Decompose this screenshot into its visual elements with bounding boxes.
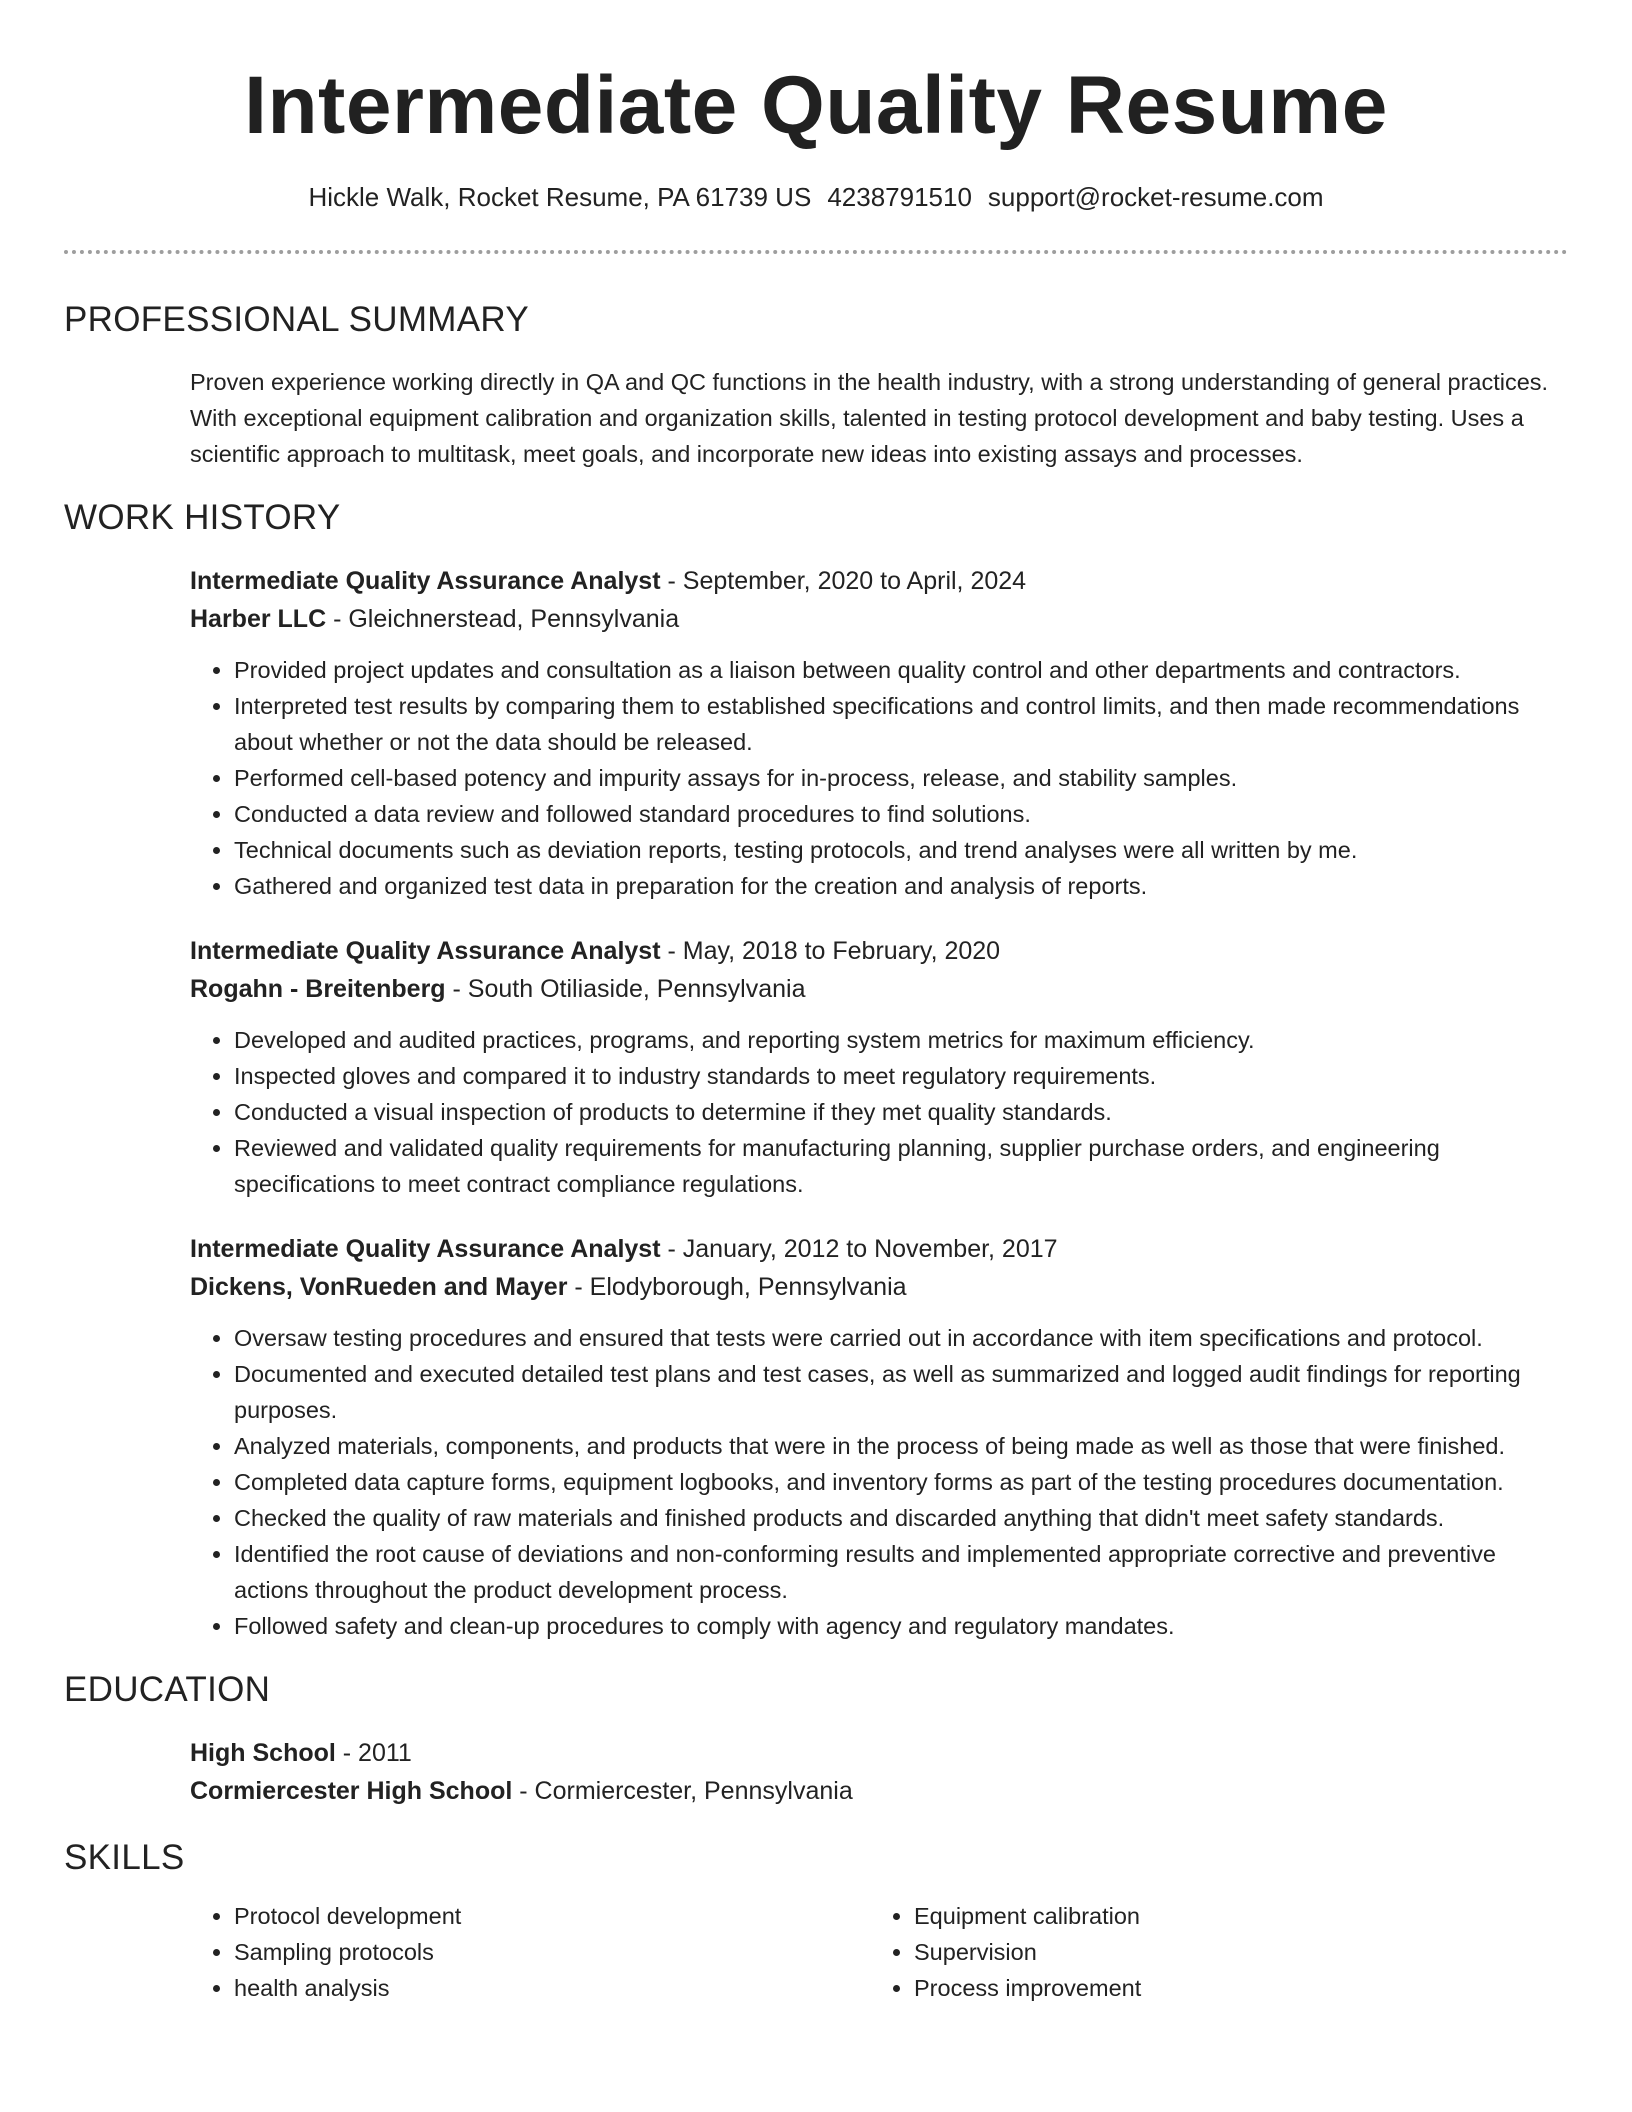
job-bullet: • Identified the root cause of deviations and non-conforming results and implemented appropriate corrective and preventive actions throughout the product development process. — [234, 1536, 1568, 1608]
skill-item: • Sampling protocols — [234, 1934, 870, 1970]
job-bullet: • Oversaw testing procedures and ensured that tests were carried out in accordance with item specifications and protocol. — [234, 1320, 1568, 1356]
job-title-line — [190, 1230, 1568, 1268]
job-company: Dickens, VonRueden and Mayer — [190, 1273, 568, 1301]
skill-item: • Supervision — [914, 1934, 1550, 1970]
education-year: - 2011 — [335, 1739, 412, 1767]
header-divider — [64, 250, 1568, 254]
job-company: Rogahn - Breitenberg — [190, 975, 446, 1003]
education-school: Cormiercester High School — [190, 1777, 513, 1805]
job-dates: - September, 2020 to April, 2024 — [660, 567, 1027, 595]
skill-item: • Protocol development — [234, 1898, 870, 1934]
job-bullet: • Technical documents such as deviation reports, testing protocols, and trend analyses were all written by me. — [234, 832, 1568, 868]
job-dates: - January, 2012 to November, 2017 — [660, 1235, 1058, 1263]
job-bullet: • Provided project updates and consultation as a liaison between quality control and other departments and contractors. — [234, 652, 1568, 688]
job-role: Intermediate Quality Assurance Analyst — [190, 567, 661, 595]
job-bullet: • Performed cell-based potency and impurity assays for in-process, release, and stability samples. — [234, 760, 1568, 796]
job-bullet: • Conducted a data review and followed standard procedures to find solutions. — [234, 796, 1568, 832]
contact-line — [64, 180, 1568, 214]
job-title-line — [190, 932, 1568, 970]
job-company: Harber LLC — [190, 605, 327, 633]
skills-grid — [190, 1898, 1568, 2006]
job-bullet: • Reviewed and validated quality requirements for manufacturing planning, supplier purchase orders, and engineering specifications to meet contract compliance regulations. — [234, 1130, 1568, 1202]
job-location: - South Otiliaside, Pennsylvania — [445, 975, 806, 1003]
job-bullet: • Documented and executed detailed test plans and test cases, as well as summarized and logged audit findings for reporting purposes. — [234, 1356, 1568, 1428]
education-degree-line — [190, 1734, 1568, 1772]
job-bullet: • Developed and audited practices, programs, and reporting system metrics for maximum efficiency. — [234, 1022, 1568, 1058]
education-school-line — [190, 1772, 1568, 1810]
job-entry — [190, 562, 1568, 904]
skill-item: • Process improvement — [914, 1970, 1550, 2006]
job-entry — [190, 932, 1568, 1202]
job-bullet: • Gathered and organized test data in preparation for the creation and analysis of reports. — [234, 868, 1568, 904]
job-bullet: • Interpreted test results by comparing them to established specifications and control limits, and then made recommendations about whether or not the data should be released. — [234, 688, 1568, 760]
skill-item: • Equipment calibration — [914, 1898, 1550, 1934]
resume-page — [64, 0, 1568, 2006]
job-company-line — [190, 1268, 1568, 1306]
job-bullet: • Analyzed materials, components, and products that were in the process of being made as well as those that were finished. — [234, 1428, 1568, 1464]
job-bullets — [190, 1320, 1568, 1644]
job-bullet: • Conducted a visual inspection of products to determine if they met quality standards. — [234, 1094, 1568, 1130]
resume-name: Intermediate Quality Resume — [244, 60, 1388, 151]
job-bullet: • Completed data capture forms, equipment logbooks, and inventory forms as part of the testing procedures documentation. — [234, 1464, 1568, 1500]
job-company-line — [190, 600, 1568, 638]
skill-item: • health analysis — [234, 1970, 870, 2006]
job-company-line — [190, 970, 1568, 1008]
education-location: - Cormiercester, Pennsylvania — [512, 1777, 853, 1805]
job-title-line — [190, 562, 1568, 600]
job-dates: - May, 2018 to February, 2020 — [660, 937, 1001, 965]
summary-text: Proven experience working directly in QA and QC functions in the health industry, with a strong understanding of general practices. With exceptional equipment calibration and organization skills, talented in testing protocol development and baby testing. Uses a scientific approach to multitask, meet goals, and incorporate new ideas into existing assays and processes. — [190, 369, 1549, 467]
contact-email: support@rocket-resume.com — [987, 182, 1324, 212]
section-title-skills: SKILLS — [64, 1838, 185, 1877]
job-entry — [190, 1230, 1568, 1644]
job-location: - Elodyborough, Pennsylvania — [567, 1273, 907, 1301]
skills-list — [870, 1898, 1550, 2006]
job-role: Intermediate Quality Assurance Analyst — [190, 937, 661, 965]
skills-column-right — [870, 1898, 1550, 2006]
contact-phone: 4238791510 — [827, 182, 972, 212]
job-bullet: • Inspected gloves and compared it to industry standards to meet regulatory requirements. — [234, 1058, 1568, 1094]
job-bullet: • Followed safety and clean-up procedures to comply with agency and regulatory mandates. — [234, 1608, 1568, 1644]
job-bullets — [190, 652, 1568, 904]
job-bullets — [190, 1022, 1568, 1202]
education-entry — [190, 1734, 1568, 1810]
job-bullet: • Checked the quality of raw materials and finished products and discarded anything that didn't meet safety standards. — [234, 1500, 1568, 1536]
section-title-education: EDUCATION — [64, 1670, 271, 1709]
skills-list — [190, 1898, 870, 2006]
section-title-work: WORK HISTORY — [64, 498, 341, 537]
section-title-summary: PROFESSIONAL SUMMARY — [64, 300, 529, 339]
job-location: - Gleichnerstead, Pennsylvania — [326, 605, 680, 633]
job-role: Intermediate Quality Assurance Analyst — [190, 1235, 661, 1263]
skills-column-left — [190, 1898, 870, 2006]
education-degree: High School — [190, 1739, 336, 1767]
contact-address: Hickle Walk, Rocket Resume, PA 61739 US — [308, 182, 812, 212]
